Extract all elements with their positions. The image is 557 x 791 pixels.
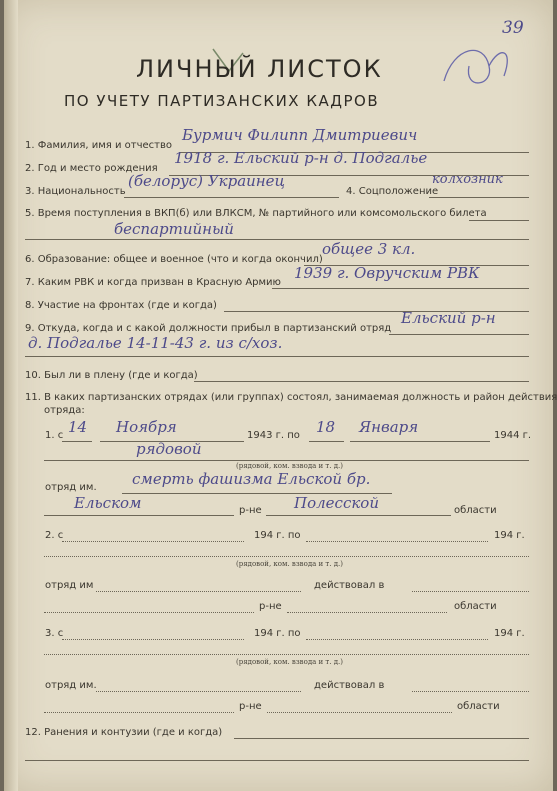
entry1-region: Полесской bbox=[294, 494, 379, 512]
entry2-position-hint: (рядовой, ком. взвода и т. д.) bbox=[236, 560, 344, 568]
entry3-line-b bbox=[306, 639, 488, 640]
field-value-name: Бурмич Филипп Дмитриевич bbox=[182, 126, 418, 144]
entry2-year-to: 194 г. bbox=[494, 530, 525, 541]
field-line-party-2 bbox=[25, 239, 529, 240]
entry1-line-d bbox=[350, 441, 490, 442]
entry3-num: 3. с bbox=[45, 628, 64, 639]
field-label-captivity: 10. Был ли в плену (где и когда) bbox=[25, 370, 198, 381]
entry1-line-region bbox=[266, 515, 451, 516]
entry2-acted-label: действовал в bbox=[314, 580, 385, 591]
field-label-name: 1. Фамилия, имя и отчество bbox=[25, 140, 173, 151]
field-label-detachments-cont: отряда: bbox=[44, 405, 85, 416]
entry3-line-district bbox=[44, 712, 234, 713]
field-value-education: общее 3 кл. bbox=[322, 240, 416, 258]
pencil-scribble-mark bbox=[434, 36, 524, 96]
entry1-day-from: 14 bbox=[68, 418, 88, 436]
entry2-line-b bbox=[306, 541, 488, 542]
field-line-social bbox=[429, 197, 529, 198]
field-label-detachments: 11. В каких партизанских отрядах (или группах) состоял, занимаемая должность и район действия bbox=[25, 392, 557, 403]
entry1-year-from: 1943 г. по bbox=[247, 430, 300, 441]
field-line-nationality bbox=[124, 197, 339, 198]
field-line-wounds-2 bbox=[25, 760, 529, 761]
field-value-nationality: (белорус) Украинец bbox=[128, 172, 286, 190]
entry1-district: Ельском bbox=[74, 494, 142, 512]
entry3-line-a bbox=[62, 639, 244, 640]
field-value-army: 1939 г. Овручским РВК bbox=[294, 264, 480, 282]
entry1-detachment-label: отряд им. bbox=[45, 482, 97, 493]
field-label-nationality: 3. Национальность bbox=[25, 186, 126, 197]
entry3-position-hint: (рядовой, ком. взвода и т. д.) bbox=[236, 658, 344, 666]
field-value-arrival-1: Ельский р-н bbox=[401, 309, 496, 327]
field-value-party: беспартийный bbox=[114, 220, 234, 238]
field-line-arrival-2 bbox=[25, 356, 529, 357]
entry1-num: 1. с bbox=[45, 430, 64, 441]
entry3-acted-label: действовал в bbox=[314, 680, 385, 691]
field-line-captivity bbox=[194, 381, 529, 382]
entry1-month-to: Января bbox=[359, 418, 419, 436]
field-value-social: колхозник bbox=[432, 172, 503, 187]
entry2-line-detachment bbox=[96, 591, 301, 592]
field-label-army: 7. Каким РВК и когда призван в Красную Армию bbox=[25, 277, 281, 288]
entry2-year-from: 194 г. по bbox=[254, 530, 301, 541]
entry3-line-acted bbox=[412, 691, 529, 692]
field-value-birth: 1918 г. Ельский р-н д. Подгалье bbox=[174, 149, 428, 167]
field-label-social: 4. Соцположение bbox=[346, 186, 439, 197]
entry3-year-to: 194 г. bbox=[494, 628, 525, 639]
entry1-line-a bbox=[62, 441, 92, 442]
entry3-year-from: 194 г. по bbox=[254, 628, 301, 639]
field-line-party-1 bbox=[469, 220, 529, 221]
entry2-line-region bbox=[287, 612, 447, 613]
field-line-army bbox=[272, 288, 529, 289]
entry1-district-label: р-не bbox=[239, 505, 262, 516]
document-sheet bbox=[4, 0, 557, 791]
entry1-line-c bbox=[309, 441, 344, 442]
entry3-line-region bbox=[267, 712, 452, 713]
field-label-education: 6. Образование: общее и военное (что и когда окончил) bbox=[25, 254, 323, 265]
document-subtitle: ПО УЧЕТУ ПАРТИЗАНСКИХ КАДРОВ bbox=[64, 92, 380, 110]
field-label-arrival: 9. Откуда, когда и с какой должности прибыл в партизанский отряд bbox=[25, 323, 392, 334]
field-line-wounds bbox=[234, 738, 529, 739]
field-label-wounds: 12. Ранения и контузии (где и когда) bbox=[25, 727, 223, 738]
entry1-position: рядовой bbox=[136, 440, 202, 458]
entry3-detachment-label: отряд им. bbox=[45, 680, 97, 691]
entry3-line-position bbox=[44, 654, 529, 655]
field-label-birth: 2. Год и место рождения bbox=[25, 163, 158, 174]
field-line-arrival-1 bbox=[389, 334, 529, 335]
entry1-day-to: 18 bbox=[316, 418, 336, 436]
entry2-region-label: области bbox=[454, 601, 497, 612]
binding-edge bbox=[4, 0, 18, 791]
entry1-detachment: смерть фашизма Ельской бр. bbox=[132, 470, 371, 488]
entry2-num: 2. с bbox=[45, 530, 64, 541]
entry2-line-district bbox=[44, 612, 254, 613]
entry3-district-label: р-не bbox=[239, 701, 262, 712]
document-title: ЛИЧНЫЙ ЛИСТОК bbox=[136, 55, 383, 83]
page-number: 39 bbox=[502, 18, 524, 38]
entry1-line-position bbox=[44, 460, 529, 461]
entry2-line-position bbox=[44, 556, 529, 557]
entry3-line-detachment bbox=[96, 691, 301, 692]
entry1-region-label: области bbox=[454, 505, 497, 516]
entry1-month-from: Ноября bbox=[116, 418, 177, 436]
entry1-line-district bbox=[44, 515, 234, 516]
entry3-region-label: области bbox=[457, 701, 500, 712]
entry2-detachment-label: отряд им bbox=[45, 580, 94, 591]
entry2-line-a bbox=[62, 541, 244, 542]
entry2-line-acted bbox=[412, 591, 529, 592]
field-label-fronts: 8. Участие на фронтах (где и когда) bbox=[25, 300, 217, 311]
field-label-party: 5. Время поступления в ВКП(б) или ВЛКСМ, № партийного или комсомольского билета bbox=[25, 208, 487, 219]
entry2-district-label: р-не bbox=[259, 601, 282, 612]
entry1-year-to: 1944 г. bbox=[494, 430, 532, 441]
field-value-arrival-2: д. Подгалье 14-11-43 г. из с/хоз. bbox=[28, 334, 283, 352]
entry1-position-hint: (рядовой, ком. взвода и т. д.) bbox=[236, 462, 344, 470]
